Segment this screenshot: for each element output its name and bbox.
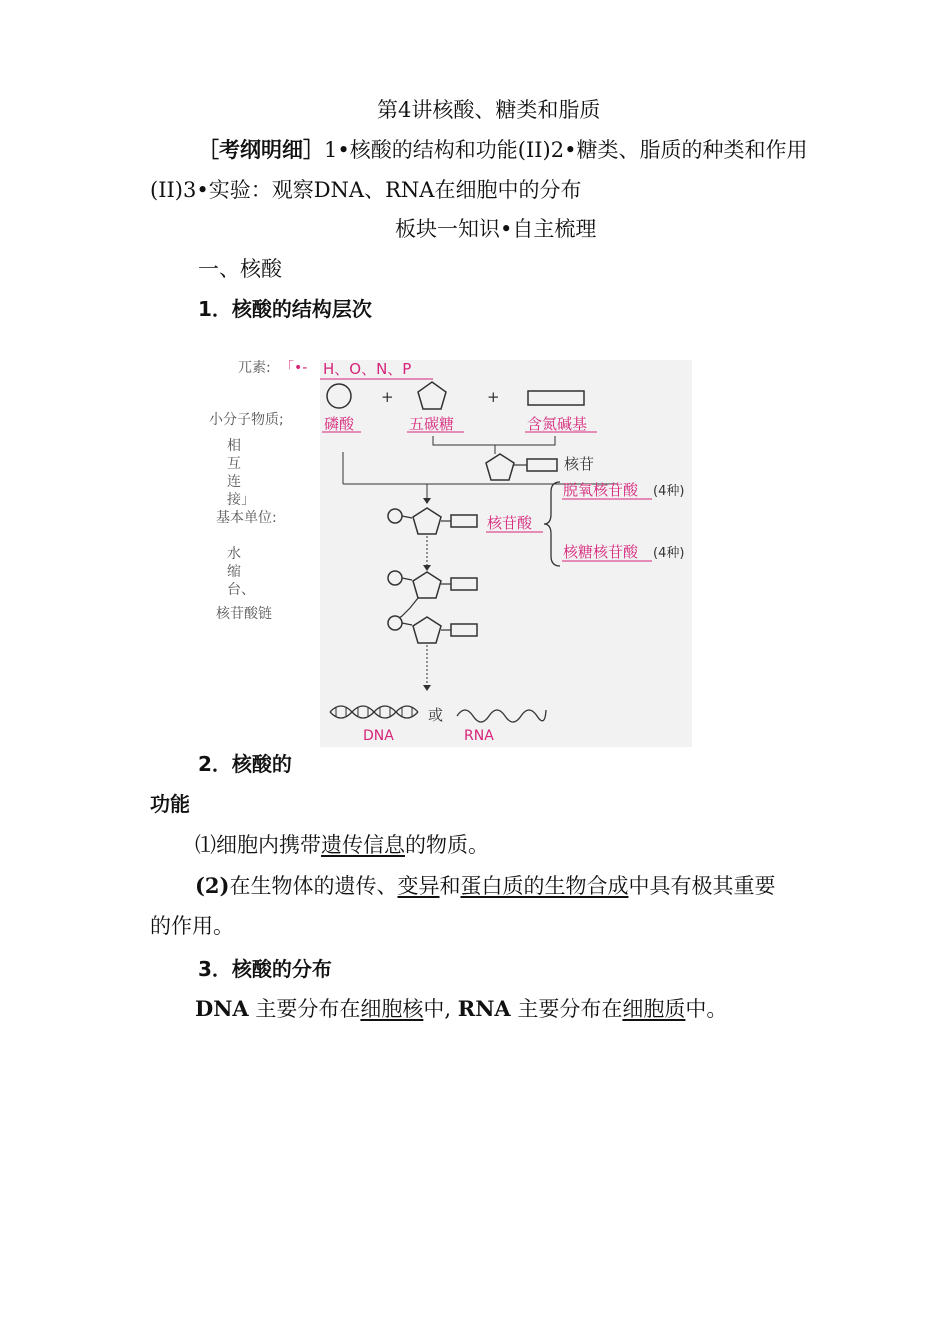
outline-bracket-label: ［考纲明细］ — [198, 137, 324, 162]
function-2-num: (2) — [195, 873, 230, 898]
nucleoside-label: 核苷 — [564, 455, 595, 473]
distribution-u1: 细胞核 — [360, 997, 424, 1021]
label-condense-1: 水 — [227, 546, 241, 562]
label-connect-1: 相 — [227, 438, 241, 454]
distribution-t1: 主要分布在 — [255, 997, 361, 1021]
elements-text: H、O、N、P — [323, 360, 412, 378]
deoxy-count: (4种) — [653, 484, 685, 499]
function-2-u2: 蛋白质的生物合成 — [460, 874, 629, 898]
distribution-dna: DNA — [195, 996, 249, 1021]
base-label: 含氮碱基 — [527, 415, 588, 433]
label-condense-3: 台、 — [227, 582, 255, 598]
distribution-t4: 中。 — [685, 997, 728, 1021]
function-1 — [195, 831, 489, 859]
label-chain: 核苷酸链 — [216, 606, 272, 622]
page-title: 第4讲核酸、糖类和脂质 — [377, 98, 601, 122]
function-2-p3: 中具有极其重要 — [628, 874, 776, 898]
function-2 — [195, 872, 775, 900]
pentose-label: 五碳糖 — [409, 415, 455, 433]
function-1-prefix: ⑴细胞内携带 — [195, 833, 321, 857]
ribo-count: (4种) — [653, 546, 685, 561]
outline-line-2: (II)3•实验：观察DNA、RNA在细胞中的分布 — [150, 178, 582, 202]
nucleic-acid-structure-diagram — [205, 352, 705, 747]
rna-label: RNA — [464, 728, 494, 744]
label-connect-2: 互 — [227, 456, 241, 472]
label-small-molecule: 小分子物质; — [209, 412, 284, 428]
distribution-t2: 中, — [423, 997, 452, 1021]
function-2-u1: 变异 — [397, 874, 440, 898]
plus-1: + — [381, 388, 394, 406]
label-element-mark: 「•- — [280, 360, 308, 376]
distribution-rna: RNA — [457, 996, 511, 1021]
label-connect-4: 接」 — [227, 492, 255, 508]
outline-text-1: 1•核酸的结构和功能(II)2•糖类、脂质的种类和作用 — [324, 138, 808, 162]
deoxy-nucleotide-label: 脱氧核苷酸 — [563, 481, 639, 499]
distribution-line — [195, 995, 727, 1023]
outline-line-1 — [198, 136, 807, 164]
distribution-u2: 细胞质 — [622, 997, 686, 1021]
function-2-cont: 的作用。 — [150, 914, 234, 938]
sub2-heading-a: 2．核酸的 — [198, 752, 292, 776]
sub1-heading: 1．核酸的结构层次 — [198, 297, 372, 321]
function-1-suffix: 的物质。 — [405, 833, 489, 857]
sub2-heading-b: 功能 — [150, 792, 190, 816]
phosphate-label: 磷酸 — [324, 415, 355, 433]
ribo-nucleotide-label: 核糖核苷酸 — [563, 543, 639, 561]
function-2-p1: 在生物体的遗传、 — [229, 874, 398, 898]
dna-label: DNA — [363, 728, 394, 744]
function-2-p2: 和 — [439, 874, 461, 898]
distribution-t3: 主要分布在 — [517, 997, 623, 1021]
label-basic-unit: 基本单位: — [216, 510, 277, 526]
plus-2: + — [487, 388, 500, 406]
label-element: 兀素: — [238, 360, 271, 376]
sub3-heading: 3．核酸的分布 — [198, 957, 332, 981]
nucleotide-label: 核苷酸 — [487, 514, 533, 532]
label-condense-2: 缩 — [227, 564, 241, 580]
function-1-underlined: 遗传信息 — [321, 833, 405, 857]
section-heading: 板块一知识•自主梳理 — [395, 217, 597, 241]
label-connect-3: 连 — [227, 474, 241, 490]
or-label: 或 — [428, 706, 444, 724]
part1-heading: 一、核酸 — [198, 257, 282, 281]
